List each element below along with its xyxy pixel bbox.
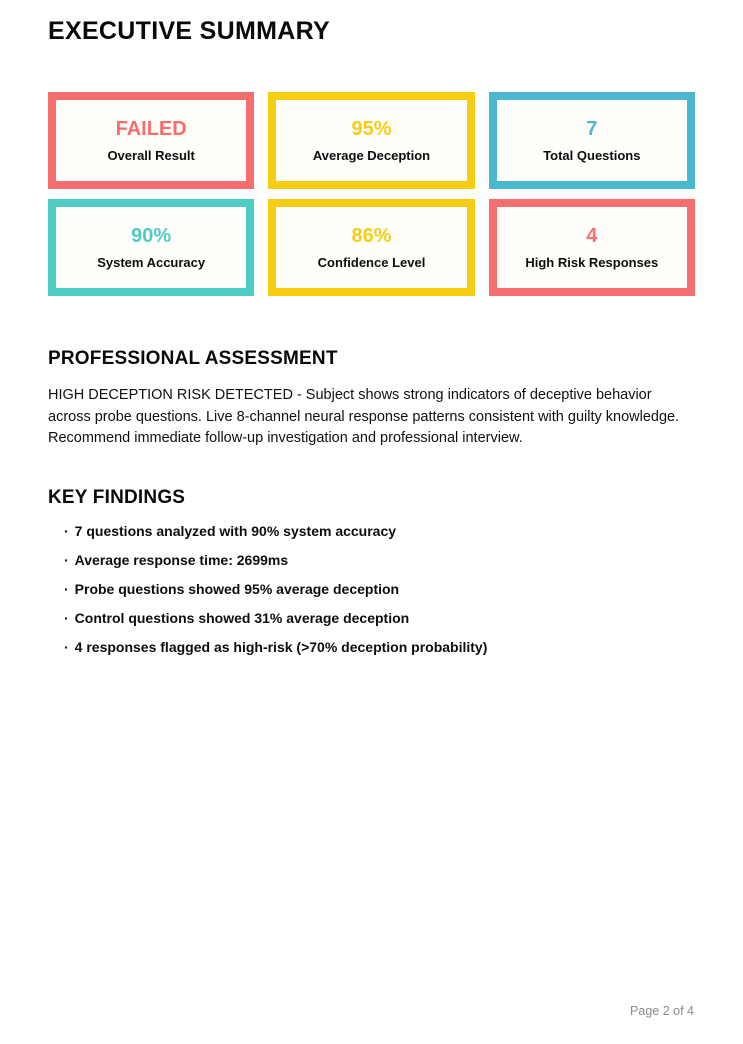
finding-item (64, 640, 695, 654)
finding-item (64, 611, 695, 625)
bullet-icon: · (64, 638, 69, 655)
finding-item (64, 553, 695, 567)
assessment-heading: PROFESSIONAL ASSESSMENT (48, 348, 338, 369)
finding-text: 7 questions analyzed with 90% system accuracy (74, 522, 397, 539)
stat-value: FAILED (115, 118, 187, 140)
stat-label: High Risk Responses (525, 255, 659, 270)
stat-card (489, 199, 695, 296)
finding-item (64, 524, 695, 538)
page-number: Page 2 of 4 (630, 1004, 694, 1018)
finding-item (64, 582, 695, 596)
stat-label: System Accuracy (97, 255, 206, 270)
stat-value: 86% (351, 225, 392, 247)
stat-value: 90% (131, 225, 172, 247)
stat-label: Total Questions (543, 148, 641, 163)
stat-card (489, 92, 695, 189)
assessment-body-text: HIGH DECEPTION RISK DETECTED - Subject shows strong indicators of deceptive behavior across probe questions. Live 8-channel neural response patterns consistent with guilty knowledge. Recommend immediate follow-up investigation and professional interview. (48, 387, 680, 446)
stat-card (268, 199, 474, 296)
stat-card (268, 92, 474, 189)
stat-value: 7 (586, 118, 598, 140)
stat-label: Confidence Level (317, 255, 426, 270)
bullet-icon: · (64, 522, 69, 539)
bullet-icon: · (64, 580, 69, 597)
stat-card (48, 92, 254, 189)
stat-value: 4 (586, 225, 598, 247)
bullet-icon: · (64, 551, 69, 568)
finding-text: Control questions showed 31% average deception (74, 609, 410, 626)
page-title: EXECUTIVE SUMMARY (48, 17, 330, 45)
bullet-icon: · (64, 609, 69, 626)
stat-value: 95% (351, 118, 392, 140)
finding-text: Probe questions showed 95% average deception (74, 580, 400, 597)
finding-text: Average response time: 2699ms (74, 551, 289, 568)
finding-text: 4 responses flagged as high-risk (>70% deception probability) (74, 638, 488, 655)
summary-stats-grid (48, 92, 695, 296)
stat-label: Overall Result (107, 148, 195, 163)
stat-label: Average Deception (312, 148, 431, 163)
findings-heading: KEY FINDINGS (48, 486, 186, 508)
findings-list (48, 524, 695, 654)
stat-card (48, 199, 254, 296)
